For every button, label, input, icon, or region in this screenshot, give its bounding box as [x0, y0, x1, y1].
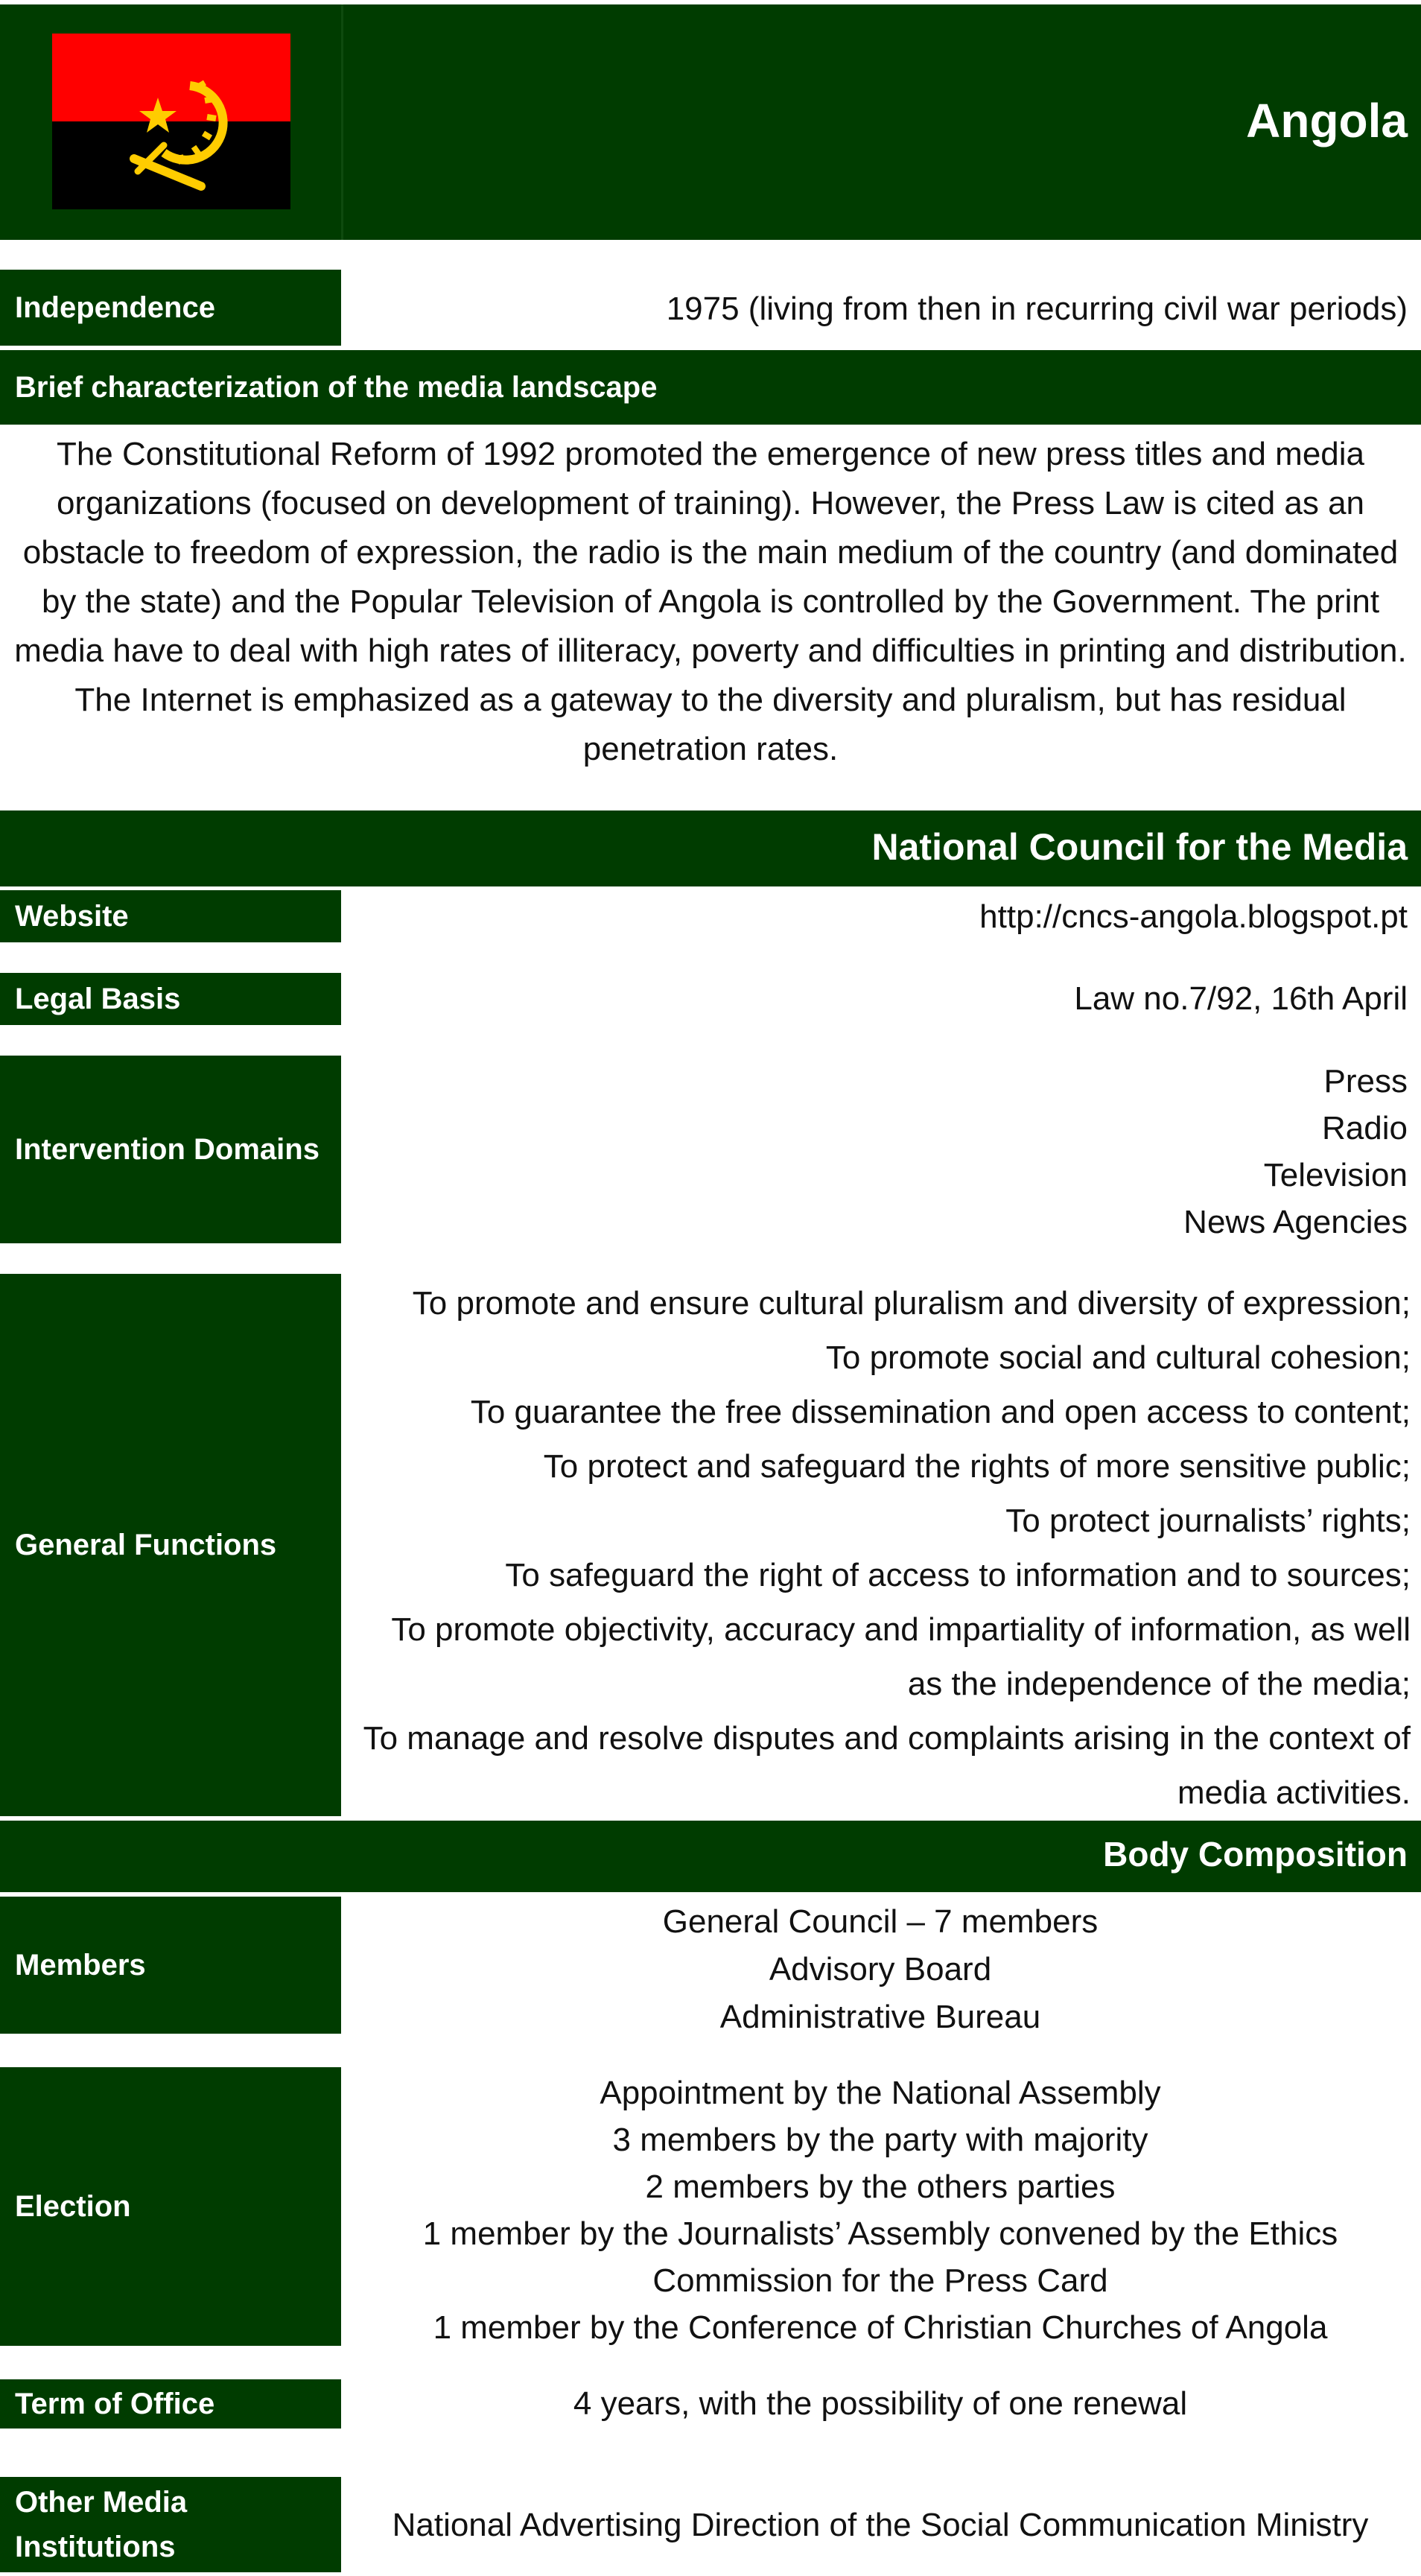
other-institutions-label [0, 2477, 341, 2572]
media-landscape-line: penetration rates. [582, 731, 839, 767]
function-line: as the independence of the media; [907, 1666, 1411, 1702]
legal-basis-value: Law no.7/92, 16th April [1074, 980, 1408, 1017]
media-landscape-title: Brief characterization of the media landscape [0, 350, 1421, 425]
function-line: To promote social and cultural cohesion; [825, 1339, 1411, 1376]
intervention-domains-label: Intervention Domains [0, 1056, 341, 1243]
angola-flag [52, 34, 290, 209]
function-line: To safeguard the right of access to information and to sources; [505, 1557, 1411, 1593]
media-landscape-line: The Internet is emphasized as a gateway to the diversity and pluralism, but has residual [74, 682, 1347, 718]
media-landscape-line: obstacle to freedom of expression, the radio is the main medium of the country (and dominated [22, 534, 1399, 571]
member-item: General Council – 7 members [662, 1903, 1099, 1940]
function-line: To promote and ensure cultural pluralism and diversity of expression; [412, 1285, 1411, 1322]
function-line: To manage and resolve disputes and complaints arising in the context of [363, 1720, 1411, 1757]
domain-item: Radio [1322, 1110, 1408, 1146]
media-landscape-line: organizations (focused on development of training). However, the Press Law is cited as an [56, 485, 1365, 521]
election-item: 3 members by the party with majority [612, 2122, 1148, 2158]
other-institutions-value: National Advertising Direction of the Social Communication Ministry [392, 2507, 1369, 2543]
body-composition-title: Body Composition [1103, 1835, 1408, 1874]
domain-item: News Agencies [1183, 1204, 1408, 1240]
election-item: 1 member by the Journalists’ Assembly convened by the Ethics [422, 2215, 1338, 2252]
election-list [350, 2069, 1411, 2353]
intervention-domains-list [357, 1058, 1408, 1246]
independence-label: Independence [0, 270, 341, 346]
media-landscape-line: media have to deal with high rates of illiteracy, poverty and difficulties in printing and distribution. [14, 632, 1407, 669]
council-title: National Council for the Media [871, 826, 1408, 868]
website-label: Website [0, 890, 341, 942]
election-item: 2 members by the others parties [645, 2169, 1116, 2205]
members-list [350, 1898, 1411, 2040]
general-functions-label: General Functions [0, 1274, 341, 1816]
legal-basis-label: Legal Basis [0, 973, 341, 1025]
page-title: Angola [1246, 94, 1408, 147]
header-divider [341, 4, 343, 240]
other-institutions-label-line: Institutions [15, 2531, 176, 2563]
function-line: To promote objectivity, accuracy and impartiality of information, as well [391, 1611, 1411, 1648]
function-line: To protect and safeguard the rights of more sensitive public; [543, 1448, 1411, 1485]
members-label: Members [0, 1897, 341, 2034]
election-item: 1 member by the Conference of Christian Churches of Angola [433, 2309, 1328, 2346]
angola-flag-icon [52, 34, 290, 209]
other-institutions-label-line: Other Media [15, 2486, 188, 2519]
media-landscape-line: by the state) and the Popular Television of Angola is controlled by the Government. The print [41, 583, 1380, 620]
election-label: Election [0, 2067, 341, 2346]
domain-item: Press [1323, 1063, 1408, 1100]
function-line: media activities. [1177, 1774, 1411, 1811]
media-landscape-line: The Constitutional Reform of 1992 promoted the emergence of new press titles and media [56, 436, 1365, 472]
function-line: To protect journalists’ rights; [1005, 1503, 1411, 1539]
term-of-office-value: 4 years, with the possibility of one renewal [573, 2385, 1188, 2422]
election-item: Appointment by the National Assembly [600, 2075, 1161, 2111]
term-of-office-label: Term of Office [0, 2379, 341, 2429]
general-functions-list [350, 1276, 1411, 1820]
function-line: To guarantee the free dissemination and open access to content; [470, 1394, 1411, 1430]
domain-item: Television [1263, 1157, 1408, 1193]
media-landscape-text [0, 430, 1421, 806]
website-link[interactable]: http://cncs-angola.blogspot.pt [979, 898, 1408, 935]
member-item: Advisory Board [769, 1951, 992, 1987]
independence-value: 1975 (living from then in recurring civil war periods) [666, 291, 1408, 327]
election-item: Commission for the Press Card [652, 2262, 1108, 2299]
member-item: Administrative Bureau [719, 1999, 1041, 2035]
